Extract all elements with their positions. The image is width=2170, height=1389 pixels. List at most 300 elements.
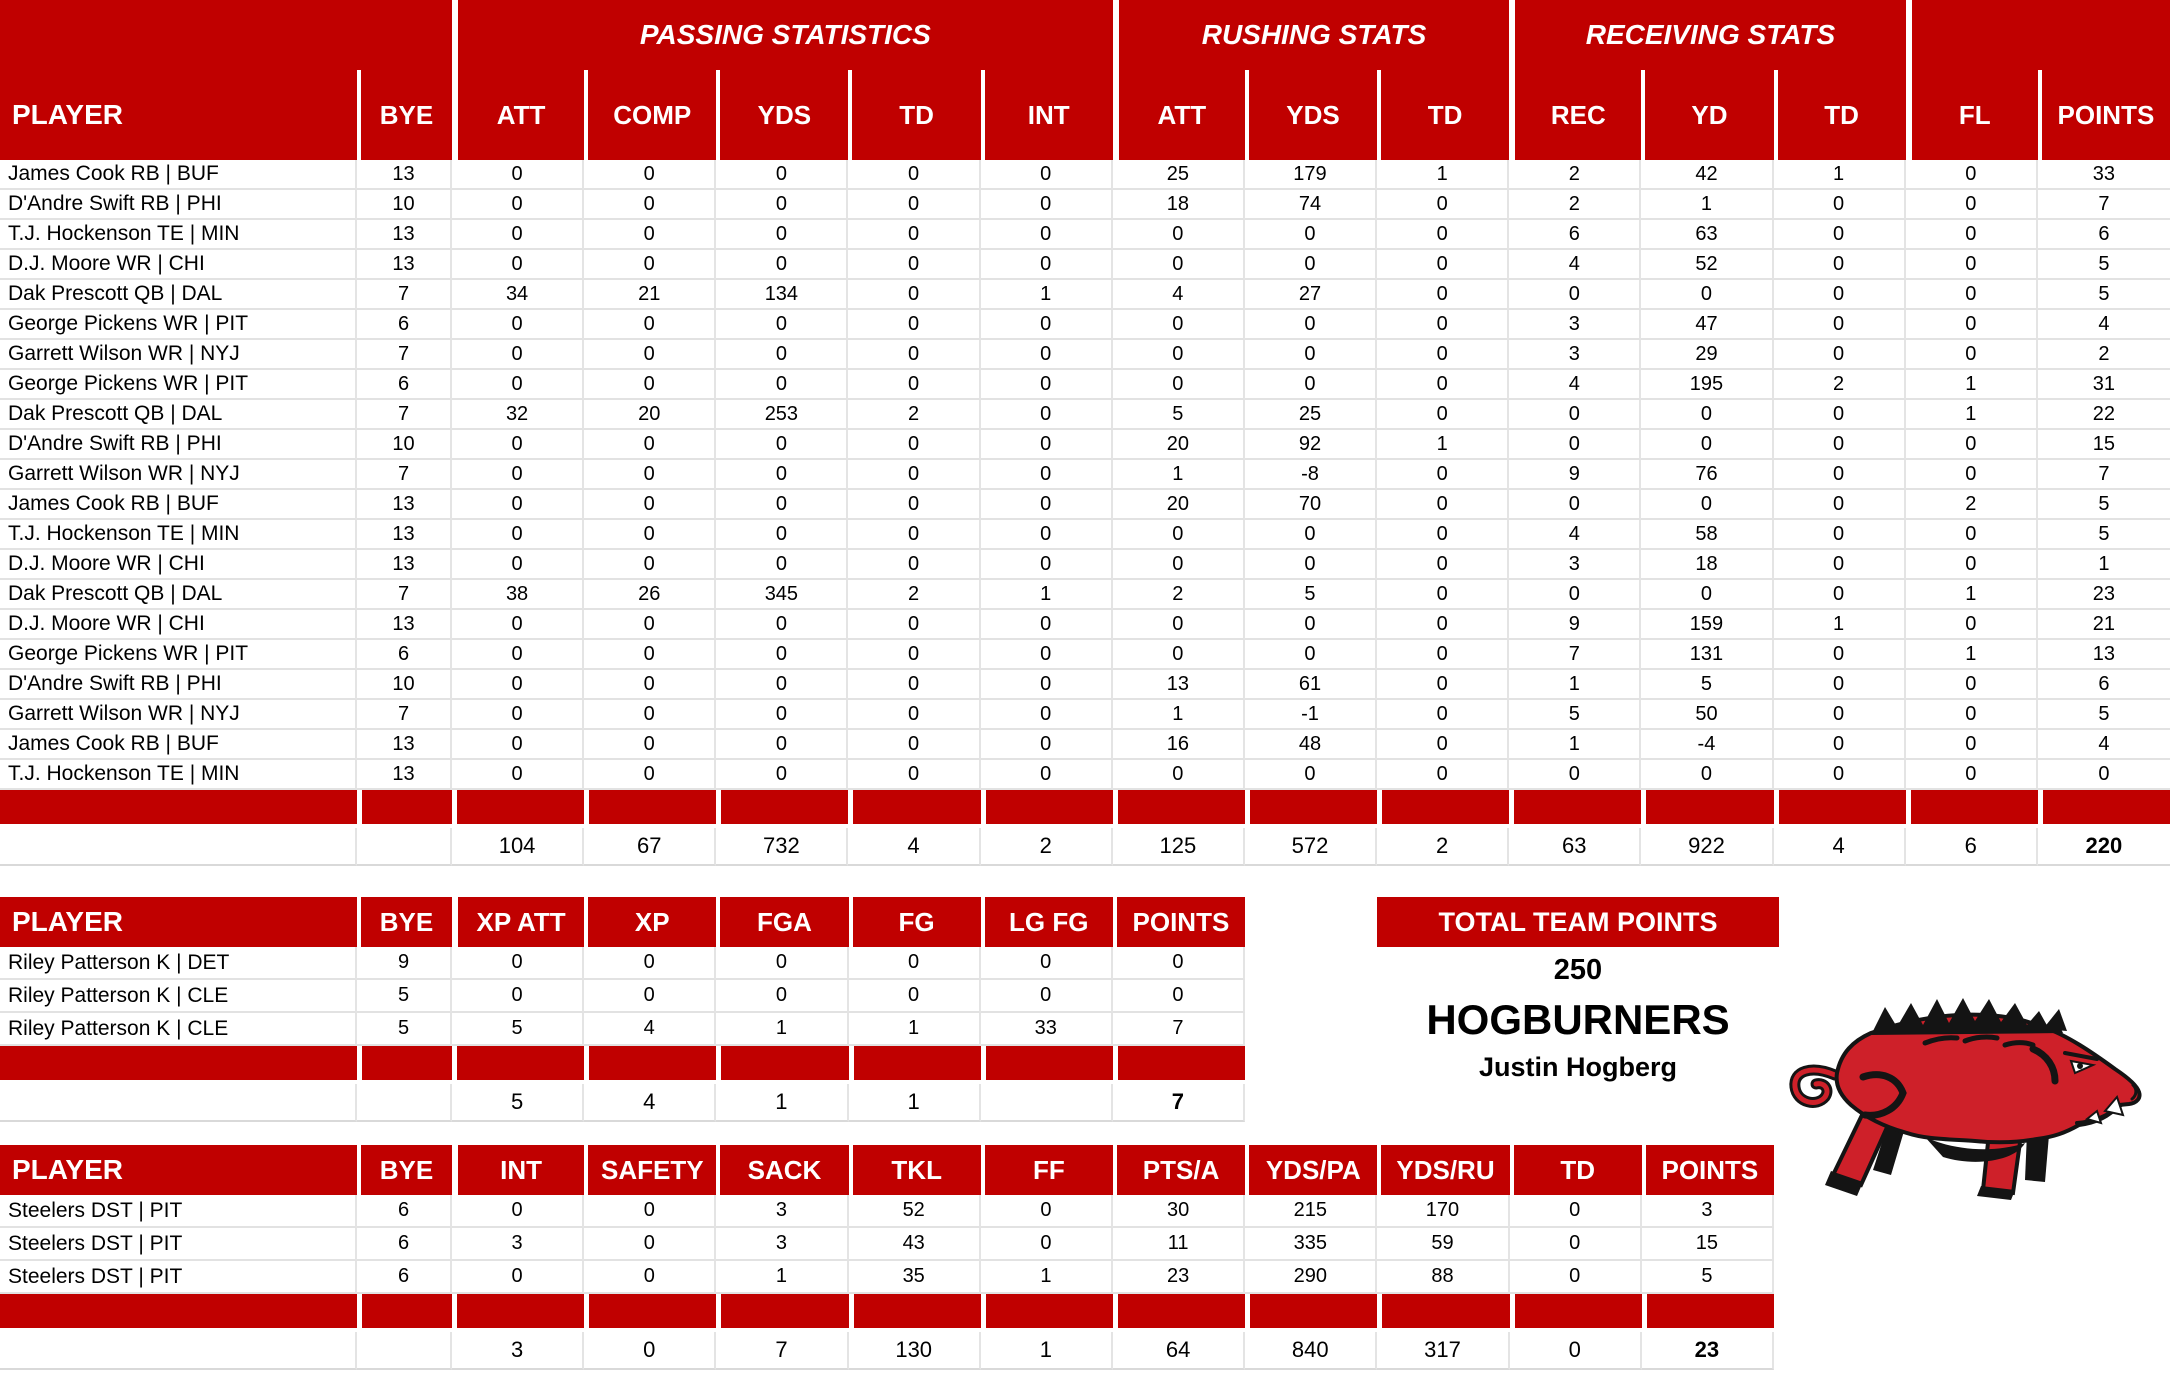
bye-cell: 13 (357, 610, 452, 640)
stat-cell: 0 (716, 340, 848, 370)
stat-cell: 290 (1245, 1261, 1377, 1294)
red-separator-cell (357, 1294, 452, 1328)
stat-cell: 5 (1509, 700, 1641, 730)
totals-blank (0, 828, 357, 866)
total-int: 3 (452, 1332, 584, 1370)
stat-cell: 0 (716, 490, 848, 520)
stat-cell: 0 (1377, 400, 1509, 430)
stat-cell: 20 (1113, 430, 1245, 460)
stat-cell: 170 (1377, 1195, 1509, 1228)
bye-cell: 6 (357, 370, 452, 400)
stat-cell: 0 (452, 310, 584, 340)
stat-cell: 0 (1377, 730, 1509, 760)
stat-cell: 0 (1906, 430, 2038, 460)
stat-cell: 0 (1113, 370, 1245, 400)
stat-cell: 0 (1377, 280, 1509, 310)
column-header-bye: BYE (357, 897, 452, 947)
red-separator-cell (981, 790, 1113, 824)
stat-cell: 92 (1245, 430, 1377, 460)
bye-cell: 7 (357, 580, 452, 610)
stat-cell: 1 (1113, 700, 1245, 730)
total-fl: 6 (1906, 828, 2038, 866)
main-table-body (0, 160, 2170, 790)
stat-cell: 29 (1641, 340, 1773, 370)
stat-cell: 3 (716, 1195, 848, 1228)
stat-cell: 0 (1509, 400, 1641, 430)
stat-cell: 13 (1113, 670, 1245, 700)
kicker-table-body (0, 947, 1245, 1046)
bye-cell: 13 (357, 250, 452, 280)
stat-cell: 0 (716, 220, 848, 250)
bye-cell: 5 (357, 980, 452, 1013)
totals-blank (357, 828, 452, 866)
red-separator-cell (981, 1046, 1113, 1080)
column-header-rush-att: ATT (1113, 70, 1245, 160)
stat-cell: 5 (1245, 580, 1377, 610)
player-cell: Dak Prescott QB | DAL (0, 580, 357, 610)
stat-cell: 0 (848, 460, 980, 490)
stat-cell: 0 (1774, 580, 1906, 610)
stat-cell: 0 (1245, 520, 1377, 550)
stat-cell: 0 (584, 430, 716, 460)
stat-cell: 0 (1906, 520, 2038, 550)
group-header-blank (1906, 0, 2170, 70)
red-separator-cell (452, 1046, 584, 1080)
stat-cell: 0 (848, 280, 980, 310)
stat-cell: 0 (1906, 190, 2038, 220)
bye-cell: 6 (357, 1195, 452, 1228)
stat-cell: 1 (981, 280, 1113, 310)
stat-cell: 335 (1245, 1228, 1377, 1261)
stat-cell: 33 (981, 1013, 1113, 1046)
stat-cell: 0 (1245, 550, 1377, 580)
stat-cell: 0 (584, 370, 716, 400)
total-safety: 0 (584, 1332, 716, 1370)
stat-cell: 0 (848, 220, 980, 250)
stat-cell: 0 (452, 947, 584, 980)
stat-cell: 0 (1509, 760, 1641, 790)
stat-cell: 253 (716, 400, 848, 430)
stat-cell: 0 (1377, 580, 1509, 610)
red-separator-cell (584, 1046, 716, 1080)
player-cell: James Cook RB | BUF (0, 490, 357, 520)
stat-cell: 0 (584, 490, 716, 520)
stat-cell: 0 (584, 1261, 716, 1294)
stat-cell: 0 (716, 640, 848, 670)
total-lg-fg (981, 1084, 1113, 1122)
red-separator-cell (716, 1046, 848, 1080)
stat-cell: 0 (1377, 490, 1509, 520)
stat-cell: 3 (1509, 340, 1641, 370)
total-xp-att: 5 (452, 1084, 584, 1122)
stat-cell: 0 (1906, 610, 2038, 640)
stat-cell: 0 (1641, 280, 1773, 310)
column-header-bye: BYE (357, 1145, 452, 1195)
total-yds-pa: 840 (1245, 1332, 1377, 1370)
points-cell: 5 (2038, 700, 2170, 730)
points-cell: 33 (2038, 160, 2170, 190)
stat-cell: 0 (1113, 760, 1245, 790)
stat-cell: 0 (848, 430, 980, 460)
stat-cell: 0 (1113, 640, 1245, 670)
stat-cell: 34 (452, 280, 584, 310)
red-separator-cell (1774, 790, 1906, 824)
stat-cell: 9 (1509, 610, 1641, 640)
player-cell: T.J. Hockenson TE | MIN (0, 760, 357, 790)
stat-cell: 0 (452, 670, 584, 700)
stat-cell: 16 (1113, 730, 1245, 760)
total-points: 23 (1642, 1332, 1774, 1370)
points-cell: 4 (2038, 310, 2170, 340)
column-header-player: PLAYER (0, 897, 357, 947)
bye-cell: 13 (357, 730, 452, 760)
stat-cell: 0 (1774, 310, 1906, 340)
stat-cell: 1 (1377, 160, 1509, 190)
stat-cell: 0 (848, 730, 980, 760)
stat-cell: 0 (1641, 490, 1773, 520)
razorback-hog-icon (1775, 965, 2155, 1200)
points-cell: 5 (1642, 1261, 1774, 1294)
points-cell: 2 (2038, 340, 2170, 370)
total-fga: 1 (716, 1084, 848, 1122)
stat-cell: 1 (1906, 370, 2038, 400)
red-separator-cell (584, 790, 716, 824)
totals-blank (0, 1084, 357, 1122)
stat-cell: 0 (1377, 370, 1509, 400)
player-cell: George Pickens WR | PIT (0, 310, 357, 340)
player-cell: Garrett Wilson WR | NYJ (0, 700, 357, 730)
red-separator-cell (357, 1046, 452, 1080)
red-separator-cell (1510, 1294, 1642, 1328)
stat-cell: 38 (452, 580, 584, 610)
total-sack: 7 (716, 1332, 848, 1370)
stat-cell: 0 (452, 700, 584, 730)
total-points: 7 (1113, 1084, 1245, 1122)
stat-cell: 0 (716, 980, 848, 1013)
stat-cell: 3 (716, 1228, 848, 1261)
stat-cell: 52 (849, 1195, 981, 1228)
stat-cell: 4 (1509, 250, 1641, 280)
red-separator-cell (0, 1294, 357, 1328)
total-ff: 1 (981, 1332, 1113, 1370)
stat-cell: 0 (1774, 700, 1906, 730)
stat-cell: 0 (848, 490, 980, 520)
stat-cell: 0 (584, 190, 716, 220)
stat-cell: 4 (1113, 280, 1245, 310)
column-header-td: TD (1510, 1145, 1642, 1195)
player-cell: Steelers DST | PIT (0, 1261, 357, 1294)
bye-cell: 10 (357, 190, 452, 220)
stat-cell: 0 (1377, 460, 1509, 490)
stat-cell: 0 (1641, 580, 1773, 610)
points-cell: 6 (2038, 670, 2170, 700)
player-cell: Dak Prescott QB | DAL (0, 280, 357, 310)
stat-cell: 0 (849, 947, 981, 980)
stat-cell: 0 (1774, 490, 1906, 520)
stat-cell: 0 (584, 220, 716, 250)
stat-cell: 0 (1509, 430, 1641, 460)
stat-cell: 0 (716, 310, 848, 340)
stat-cell: 4 (1509, 520, 1641, 550)
stat-cell: 0 (584, 610, 716, 640)
column-header-pass-att: ATT (452, 70, 584, 160)
totals-blank (0, 1332, 357, 1370)
stat-cell: 0 (1774, 340, 1906, 370)
total-team-points-value: 250 (1553, 954, 1603, 986)
column-header-player: PLAYER (0, 70, 357, 160)
player-cell: Steelers DST | PIT (0, 1195, 357, 1228)
group-header-passing: PASSING STATISTICS (452, 0, 1113, 70)
stat-cell: 0 (452, 160, 584, 190)
stat-cell: 0 (1906, 730, 2038, 760)
points-cell: 21 (2038, 610, 2170, 640)
stat-cell: 0 (1113, 250, 1245, 280)
total-tkl: 130 (849, 1332, 981, 1370)
player-cell: Steelers DST | PIT (0, 1228, 357, 1261)
stat-cell: 0 (1774, 760, 1906, 790)
column-header-bye: BYE (357, 70, 452, 160)
stat-cell: 0 (584, 550, 716, 580)
player-cell: James Cook RB | BUF (0, 160, 357, 190)
player-cell: D'Andre Swift RB | PHI (0, 190, 357, 220)
stat-cell: 0 (716, 730, 848, 760)
stat-cell: 0 (716, 700, 848, 730)
column-header-points: POINTS (1113, 897, 1245, 947)
bye-cell: 13 (357, 520, 452, 550)
column-header-comp: COMP (584, 70, 716, 160)
stat-cell: 0 (981, 760, 1113, 790)
bye-cell: 10 (357, 430, 452, 460)
dst-stats-table (0, 1145, 1774, 1370)
player-cell: D'Andre Swift RB | PHI (0, 430, 357, 460)
stat-cell: 0 (981, 980, 1113, 1013)
stat-cell: -1 (1245, 700, 1377, 730)
bye-cell: 7 (357, 400, 452, 430)
stat-cell: 0 (1377, 520, 1509, 550)
stat-cell: 0 (981, 430, 1113, 460)
bye-cell: 13 (357, 220, 452, 250)
bye-cell: 7 (357, 700, 452, 730)
column-header-rec-td: TD (1774, 70, 1906, 160)
stat-cell: 1 (1774, 160, 1906, 190)
stat-cell: 0 (1245, 250, 1377, 280)
red-separator-band (0, 790, 2170, 824)
stat-cell: 0 (1377, 220, 1509, 250)
stat-cell: 0 (1774, 730, 1906, 760)
bye-cell: 13 (357, 550, 452, 580)
kicker-stats-table (0, 897, 1245, 1122)
stat-cell: 5 (1641, 670, 1773, 700)
total-rec: 63 (1509, 828, 1641, 866)
points-cell: 3 (1642, 1195, 1774, 1228)
stat-cell: 0 (1377, 760, 1509, 790)
stat-cell: 1 (981, 1261, 1113, 1294)
stat-cell: 0 (452, 550, 584, 580)
stat-cell: 59 (1377, 1228, 1509, 1261)
stat-cell: 23 (1113, 1261, 1245, 1294)
total-rec-td: 4 (1774, 828, 1906, 866)
stat-cell: 0 (452, 610, 584, 640)
stat-cell: 0 (716, 250, 848, 280)
stat-cell: 1 (849, 1013, 981, 1046)
player-cell: D.J. Moore WR | CHI (0, 250, 357, 280)
player-cell: Riley Patterson K | DET (0, 947, 357, 980)
stat-cell: 3 (452, 1228, 584, 1261)
stat-cell: 0 (716, 460, 848, 490)
bye-cell: 13 (357, 490, 452, 520)
stat-cell: 0 (584, 760, 716, 790)
stat-cell: 0 (848, 160, 980, 190)
stat-cell: 0 (981, 340, 1113, 370)
stat-cell: 74 (1245, 190, 1377, 220)
stat-cell: 3 (1509, 310, 1641, 340)
total-int: 2 (981, 828, 1113, 866)
stat-cell: 215 (1245, 1195, 1377, 1228)
stat-cell: 0 (584, 980, 716, 1013)
red-separator-cell (1642, 1294, 1774, 1328)
stat-cell: 0 (1510, 1195, 1642, 1228)
stat-cell: 0 (452, 520, 584, 550)
stat-cell: 0 (716, 550, 848, 580)
stat-cell: 0 (1377, 190, 1509, 220)
red-separator-cell (584, 1294, 716, 1328)
kicker-table-header (0, 897, 1245, 947)
stat-cell: 63 (1641, 220, 1773, 250)
stat-cell: 0 (716, 430, 848, 460)
stat-cell: 0 (584, 250, 716, 280)
stat-cell: 4 (584, 1013, 716, 1046)
stat-cell: 0 (1906, 700, 2038, 730)
stat-cell: 0 (584, 460, 716, 490)
stat-cell: 0 (1509, 280, 1641, 310)
stat-cell: 0 (452, 220, 584, 250)
group-header-receiving: RECEIVING STATS (1509, 0, 1905, 70)
stat-cell: 0 (452, 1195, 584, 1228)
stat-cell: 0 (981, 160, 1113, 190)
stat-cell: 0 (1906, 760, 2038, 790)
stat-cell: 1 (1641, 190, 1773, 220)
stat-cell: 0 (1774, 460, 1906, 490)
column-header-rush-td: TD (1377, 70, 1509, 160)
stat-cell: 0 (981, 550, 1113, 580)
player-cell: T.J. Hockenson TE | MIN (0, 220, 357, 250)
bye-cell: 6 (357, 640, 452, 670)
total-pass-att: 104 (452, 828, 584, 866)
player-cell: Garrett Wilson WR | NYJ (0, 460, 357, 490)
column-header-tkl: TKL (849, 1145, 981, 1195)
dst-table-header (0, 1145, 1774, 1195)
stat-cell: 0 (981, 1228, 1113, 1261)
column-header-sack: SACK (716, 1145, 848, 1195)
bye-cell: 13 (357, 160, 452, 190)
column-header-rec-yd: YD (1641, 70, 1773, 160)
red-separator-cell (1906, 790, 2038, 824)
points-cell: 15 (2038, 430, 2170, 460)
stat-cell: 1 (716, 1261, 848, 1294)
stat-cell: 0 (981, 520, 1113, 550)
stat-cell: 18 (1113, 190, 1245, 220)
points-cell: 31 (2038, 370, 2170, 400)
stat-cell: 0 (452, 190, 584, 220)
stat-cell: 0 (848, 670, 980, 700)
stat-cell: 0 (848, 640, 980, 670)
red-separator-cell (1245, 1294, 1377, 1328)
stat-cell: 0 (1774, 190, 1906, 220)
stat-cell: 0 (1113, 310, 1245, 340)
stat-cell: 0 (1509, 580, 1641, 610)
stat-cell: 0 (981, 610, 1113, 640)
points-cell: 7 (1113, 1013, 1245, 1046)
stat-cell: 0 (1774, 220, 1906, 250)
stat-cell: 2 (1113, 580, 1245, 610)
total-rush-yds: 572 (1245, 828, 1377, 866)
column-header-pass-td: TD (848, 70, 980, 160)
red-separator-band (0, 1294, 1774, 1328)
stat-cell: 21 (584, 280, 716, 310)
stat-cell: 0 (981, 490, 1113, 520)
red-separator-cell (2038, 790, 2170, 824)
stat-cell: 0 (848, 310, 980, 340)
stat-cell: 0 (1774, 670, 1906, 700)
stat-cell: 0 (716, 370, 848, 400)
red-separator-cell (1245, 790, 1377, 824)
stat-cell: 1 (1377, 430, 1509, 460)
stat-cell: 1 (1906, 640, 2038, 670)
stat-cell: 6 (1509, 220, 1641, 250)
red-separator-band (0, 1046, 1245, 1080)
column-header-yds-ru: YDS/RU (1377, 1145, 1509, 1195)
stat-cell: 0 (1906, 550, 2038, 580)
bye-cell: 9 (357, 947, 452, 980)
stat-cell: 20 (1113, 490, 1245, 520)
column-header-points: POINTS (2038, 70, 2170, 160)
column-header-fg: FG (849, 897, 981, 947)
stat-cell: 0 (1774, 430, 1906, 460)
stat-cell: 0 (716, 520, 848, 550)
total-points: 220 (2038, 828, 2170, 866)
stat-cell: 0 (584, 1228, 716, 1261)
red-separator-cell (716, 790, 848, 824)
stat-cell: 0 (981, 730, 1113, 760)
stat-cell: 0 (848, 340, 980, 370)
bye-cell: 7 (357, 460, 452, 490)
stat-cell: 61 (1245, 670, 1377, 700)
stat-cell: 70 (1245, 490, 1377, 520)
stat-cell: 1 (1906, 400, 2038, 430)
stat-cell: 0 (584, 670, 716, 700)
stat-cell: 76 (1641, 460, 1773, 490)
total-rush-td: 2 (1377, 828, 1509, 866)
red-separator-cell (1509, 790, 1641, 824)
stat-cell: 25 (1245, 400, 1377, 430)
points-cell: 15 (1642, 1228, 1774, 1261)
stat-cell: 0 (1113, 610, 1245, 640)
stat-cell: 0 (716, 610, 848, 640)
stat-cell: 0 (1774, 400, 1906, 430)
player-cell: Garrett Wilson WR | NYJ (0, 340, 357, 370)
points-cell: 0 (1113, 947, 1245, 980)
red-separator-cell (716, 1294, 848, 1328)
stat-cell: 0 (584, 947, 716, 980)
stat-cell: 20 (584, 400, 716, 430)
stat-cell: 0 (1774, 640, 1906, 670)
stat-cell: 0 (1906, 340, 2038, 370)
stat-cell: 0 (1245, 310, 1377, 340)
player-cell: D'Andre Swift RB | PHI (0, 670, 357, 700)
stat-cell: 43 (849, 1228, 981, 1261)
stat-cell: 5 (452, 1013, 584, 1046)
stat-cell: 48 (1245, 730, 1377, 760)
